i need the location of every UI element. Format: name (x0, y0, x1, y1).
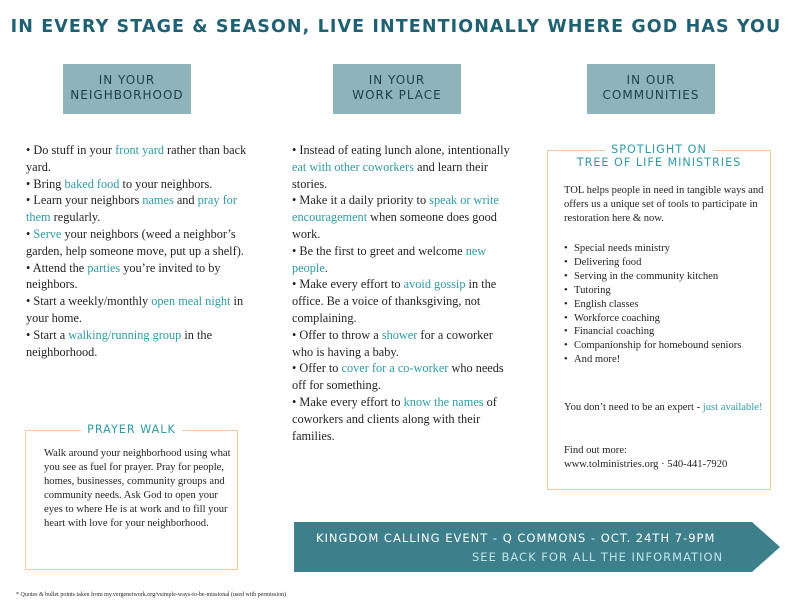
list-item: • Financial coaching (564, 325, 764, 339)
spotlight-box (547, 143, 771, 490)
list-item: • Make every effort to know the names of coworkers and clients along with their families. (292, 394, 514, 444)
prayer-walk-text: Walk around your neighborhood using what you see as fuel for prayer. Pray for people, homes, businesses, community groups and community needs. Ask God to open your eyes to where He is at work and to fill your heart with love for your neighborhood. (44, 448, 231, 529)
spotlight-intro: TOL helps people in need in tangible ways and offers us a unique set of tools to participate in restoration here & now. (564, 185, 764, 224)
footnote: * Quotes & bullet points taken from my.vergenetwork.org/vsimple-ways-to-be-missional (used with permission) (16, 592, 287, 598)
neighborhood-list (26, 142, 251, 360)
spotlight-contact: www.tolministries.org · 540-441-7920 (564, 459, 728, 470)
list-item: • Companionship for homebound seniors (564, 339, 764, 353)
prayer-walk-box (25, 423, 238, 570)
list-item: • Bring baked food to your neighbors. (26, 176, 251, 193)
list-item: • Make every effort to avoid gossip in the office. Be a voice of thanksgiving, not complaining. (292, 276, 514, 326)
list-item: • English classes (564, 298, 764, 312)
list-item: • Make it a daily priority to speak or write encouragement when someone does good work. (292, 192, 514, 242)
banner-info-text: SEE BACK FOR ALL THE INFORMATION (472, 550, 724, 564)
header-line: IN YOUR (368, 73, 426, 87)
list-item: • Delivering food (564, 256, 764, 270)
prayer-walk-title: PRAYER WALK (26, 423, 237, 436)
list-item: • Start a walking/running group in the neighborhood. (26, 327, 251, 361)
neighborhood-header (63, 64, 191, 114)
list-item: • Instead of eating lunch alone, intentionally eat with other coworkers and learn their stories. (292, 142, 514, 192)
communities-header (587, 64, 715, 114)
header-line: COMMUNITIES (602, 88, 700, 102)
list-item: • Workforce coaching (564, 312, 764, 326)
header-line: IN YOUR (98, 73, 156, 87)
list-item: • Learn your neighbors names and pray for them regularly. (26, 192, 251, 226)
spotlight-find-more: Find out more: (564, 445, 627, 456)
workplace-list (292, 142, 514, 444)
list-item: • Offer to cover for a co-worker who needs off for something. (292, 360, 514, 394)
header-line: WORK PLACE (352, 88, 442, 102)
page-title: IN EVERY STAGE & SEASON, LIVE INTENTIONALLY WHERE GOD HAS YOU (10, 17, 782, 37)
list-item: • Attend the parties you’re invited to by neighbors. (26, 260, 251, 294)
banner-event-text: KINGDOM CALLING EVENT - Q COMMONS - OCT. 24TH 7-9PM (316, 531, 716, 545)
list-item: • Offer to throw a shower for a coworker who is having a baby. (292, 327, 514, 361)
workplace-header (333, 64, 461, 114)
spotlight-list (564, 242, 764, 367)
header-line: IN OUR (626, 73, 676, 87)
list-item: • Special needs ministry (564, 242, 764, 256)
list-item: • And more! (564, 353, 764, 367)
banner-arrow-shape (294, 522, 780, 572)
list-item: • Serving in the community kitchen (564, 270, 764, 284)
list-item: • Be the first to greet and welcome new people. (292, 243, 514, 277)
list-item: • Start a weekly/monthly open meal night in your home. (26, 293, 251, 327)
list-item: • Do stuff in your front yard rather than back yard. (26, 142, 251, 176)
spotlight-expert-note: You don’t need to be an expert - just available! (564, 402, 763, 413)
list-item: • Tutoring (564, 284, 764, 298)
list-item: • Serve your neighbors (weed a neighbor’s garden, help someone move, put up a shelf). (26, 226, 251, 260)
spotlight-title: SPOTLIGHT ON TREE OF LIFE MINISTRIES (548, 143, 770, 169)
event-banner (294, 522, 780, 572)
header-line: NEIGHBORHOOD (70, 88, 184, 102)
